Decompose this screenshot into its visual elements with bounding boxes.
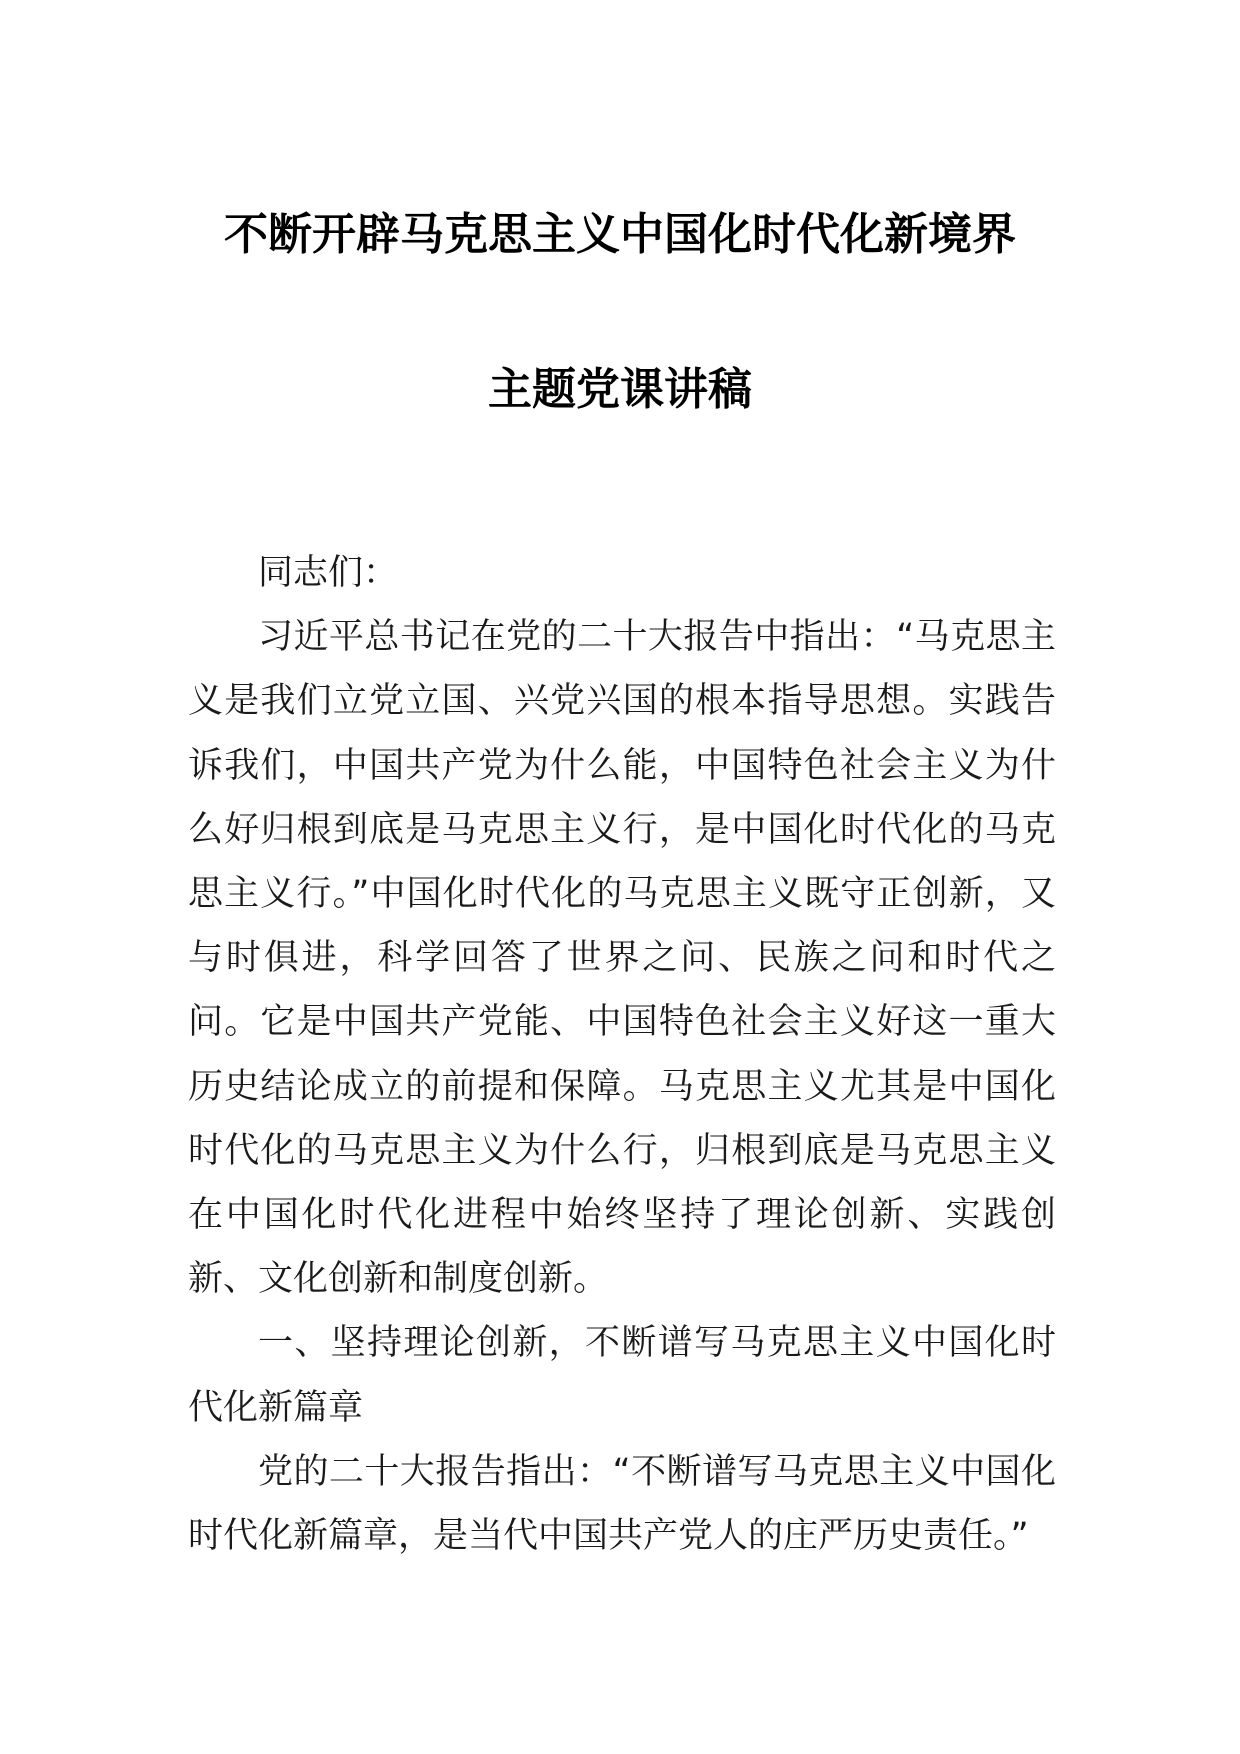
body-paragraph-1: 习近平总书记在党的二十大报告中指出：“马克思主义是我们立党立国、兴党兴国的根本指导思想。实践告诉我们，中国共产党为什么能，中国特色社会主义为什么好归根到底是马克思主义行，是中国化时代化的马克思主义行。”中国化时代化的马克思主义既守正创新，又与时俱进，科学回答了世界之问、民族之问和时代之问。它是中国共产党能、中国特色社会主义好这一重大历史结论成立的前提和保障。马克思主义尤其是中国化时代化的马克思主义为什么行，归根到底是马克思主义在中国化时代化进程中始终坚持了理论创新、实践创新、文化创新和制度创新。: [188, 617, 1056, 1300]
section-heading-1: 一、坚持理论创新，不断谱写马克思主义中国化时代化新篇章: [188, 1323, 1056, 1428]
document-title-line-2: 主题党课讲稿: [488, 364, 752, 415]
salutation: 同志们：: [258, 553, 399, 593]
document-body: [188, 541, 1056, 1568]
document-title-line-1: 不断开辟马克思主义中国化时代化新境界: [224, 209, 1016, 260]
body-paragraph-2: 党的二十大报告指出：“不断谱写马克思主义中国化时代化新篇章，是当代中国共产党人的庄严历史责任。”: [188, 1451, 1056, 1557]
